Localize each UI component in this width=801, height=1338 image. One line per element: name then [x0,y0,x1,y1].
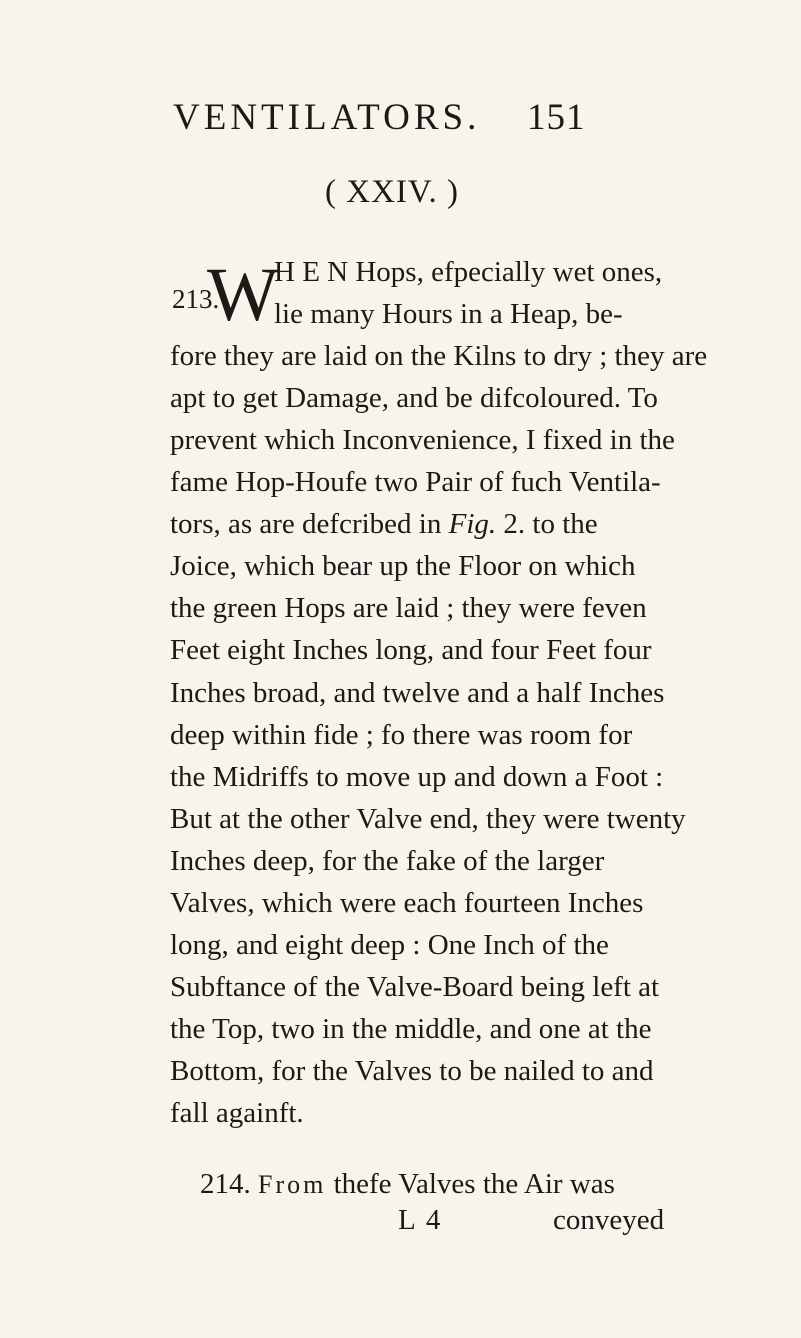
drop-cap: W [207,253,277,337]
text-line: fore they are laid on the Kilns to dry ; they are [170,340,708,372]
text-line: lie many Hours in a Heap, be- [274,298,623,330]
text-line: the green Hops are laid ; they were feven [170,592,647,624]
signature-mark: L 4 [398,1204,443,1236]
text-line-end: 2. to the [496,508,598,540]
text-line: apt to get Damage, and be difcoloured. To [170,382,658,414]
small-caps-word: From [258,1170,327,1199]
text-line: deep within fide ; fo there was room for [170,719,633,751]
page-number: 151 [527,97,586,138]
paragraph-number: 214. [200,1168,251,1200]
text-line: long, and eight deep : One Inch of the [170,929,609,961]
text-line-start: tors, as are defcribed in [170,508,449,540]
text-line: prevent which Inconvenience, I fixed in the [170,424,675,456]
text-line: H E N Hops, efpecially wet ones, [274,256,663,288]
text-line: the Midriffs to move up and down a Foot : [170,761,664,793]
text-line: Joice, which bear up the Floor on which [170,550,636,582]
running-title: VENTILATORS. [173,97,481,138]
paragraph-214-line [200,1166,615,1203]
text-line: the Top, two in the middle, and one at the [170,1013,652,1045]
section-number: ( XXIV. ) [325,174,459,210]
text-line: Inches deep, for the fake of the larger [170,845,605,877]
text-line: Valves, which were each fourteen Inches [170,887,644,919]
text-line: Bottom, for the Valves to be nailed to and [170,1055,654,1087]
figure-reference: Fig. [448,508,497,540]
catchword: conveyed [553,1204,665,1236]
text-line [170,506,598,542]
running-head [173,96,653,146]
text-line: fame Hop-Houfe two Pair of fuch Ventila- [170,466,661,498]
text-line-rest: thefe Valves the Air was [326,1168,615,1200]
text-line: Subftance of the Valve-Board being left at [170,971,660,1003]
text-line: Inches broad, and twelve and a half Inches [170,677,665,709]
text-line: But at the other Valve end, they were twenty [170,803,686,835]
text-line: fall againft. [170,1097,304,1129]
paragraph-number: 213. [172,284,220,314]
text-line: Feet eight Inches long, and four Feet four [170,634,652,666]
